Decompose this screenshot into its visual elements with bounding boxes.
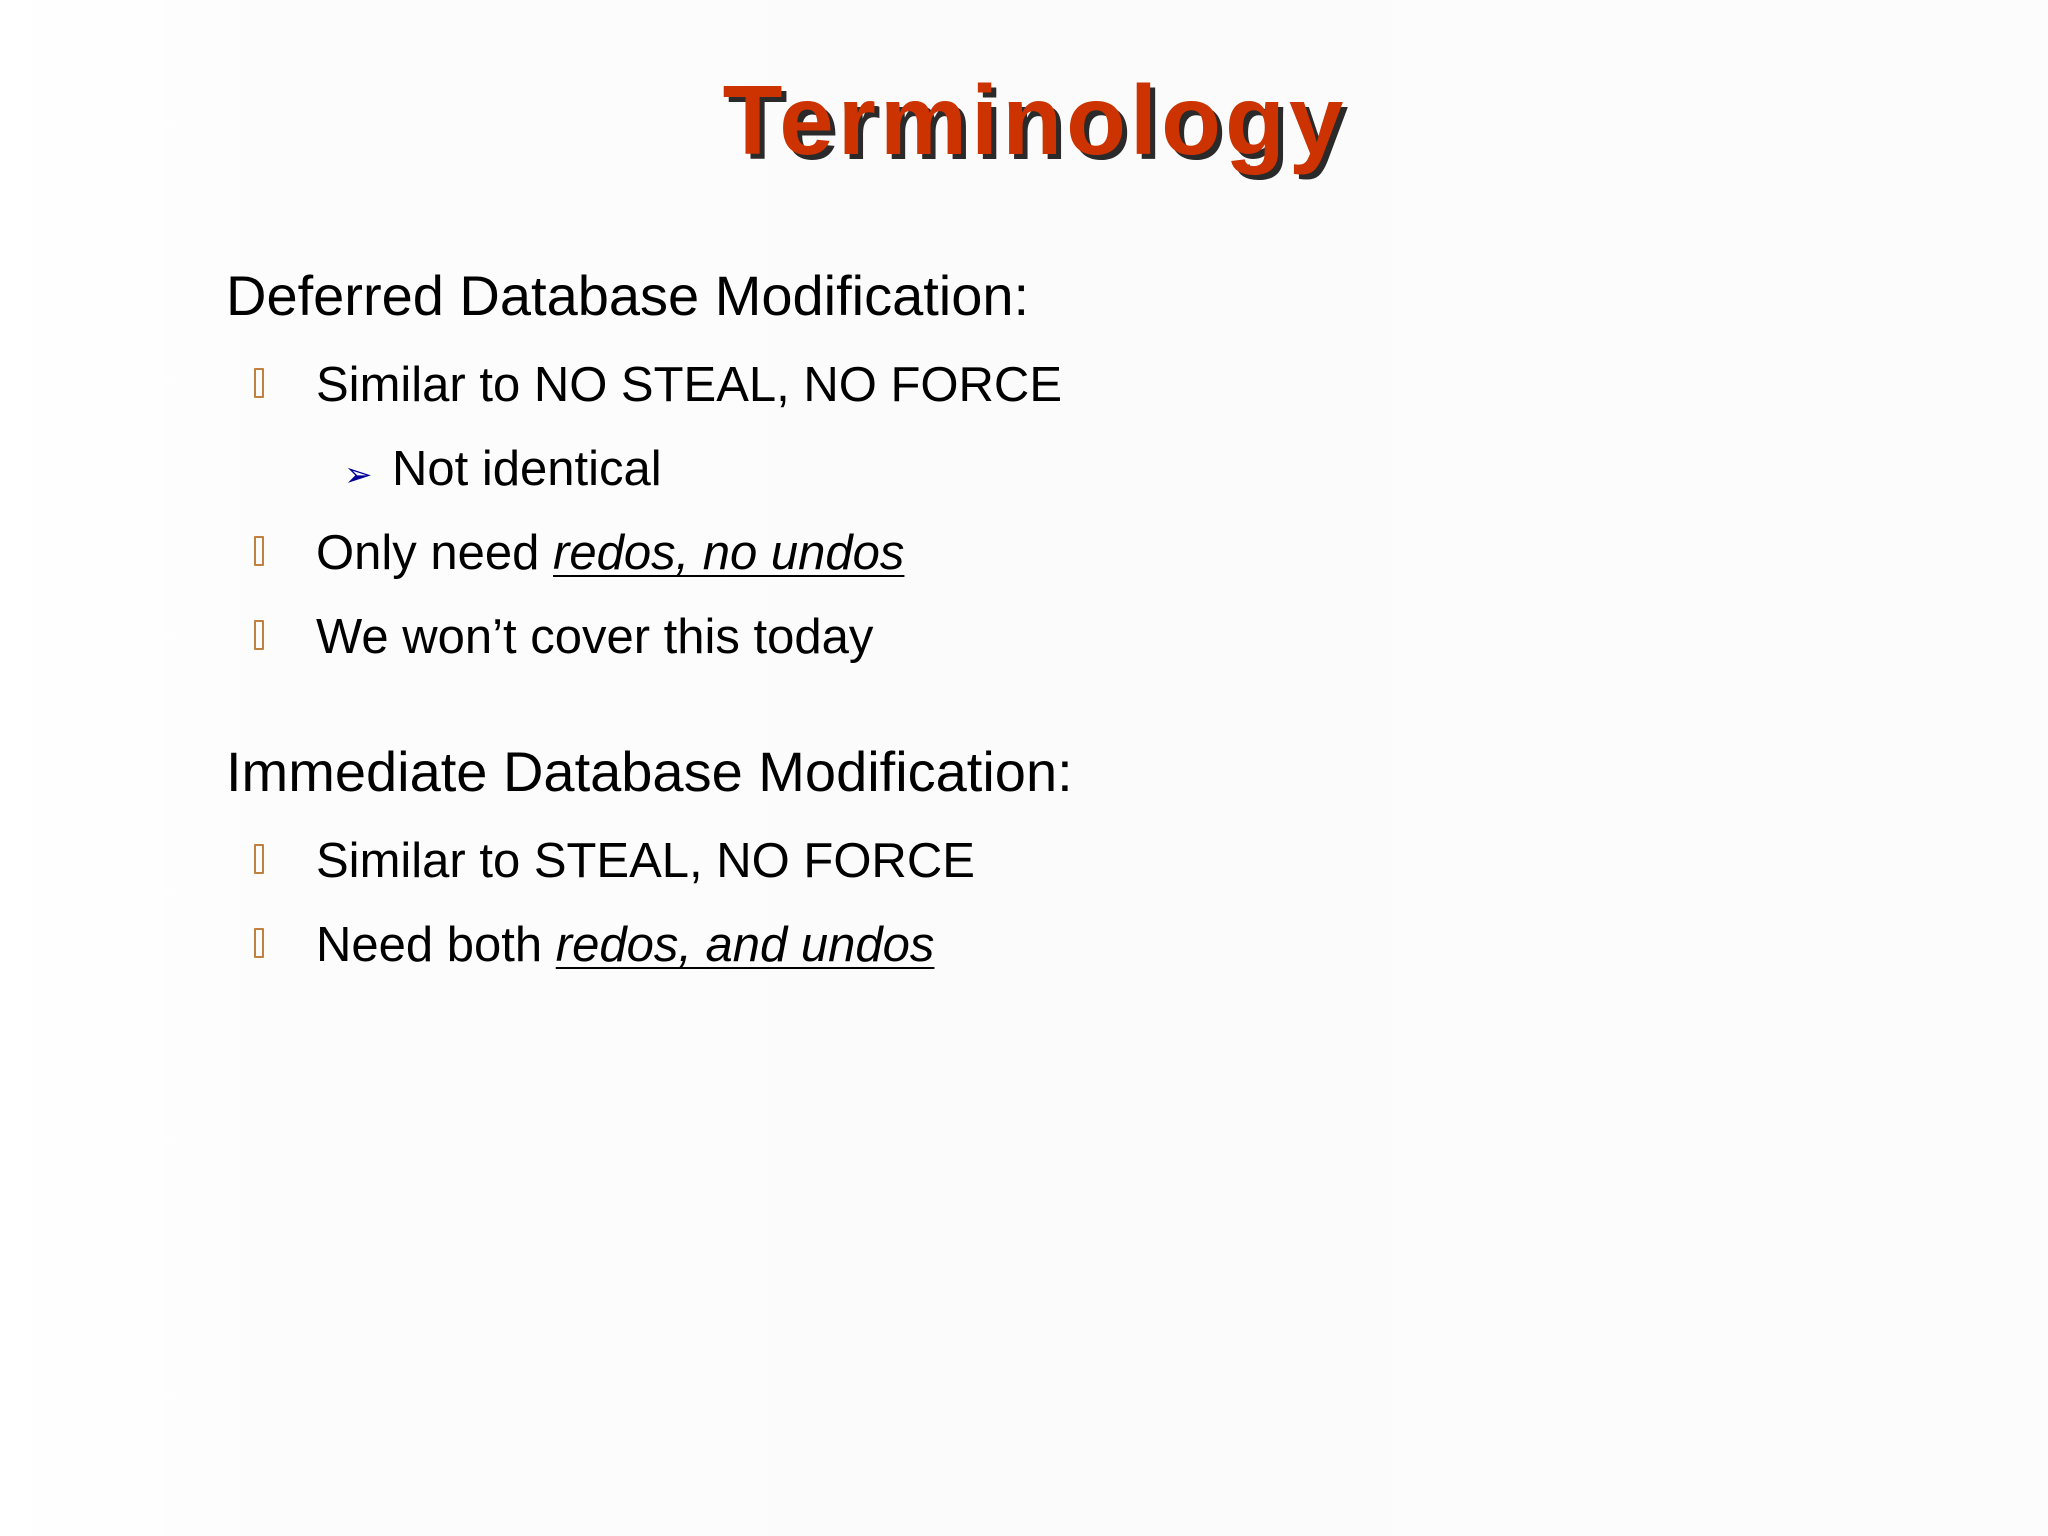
list-item [226,354,1826,416]
list-item-text: We won’t cover this today [316,610,874,664]
square-bullet-icon [254,928,264,958]
list-item-text-prefix: Only need [316,526,553,580]
arrow-bullet-icon: ➢ [344,456,373,494]
section-heading-deferred: Deferred Database Modification: [226,264,1030,327]
slide-title: Terminology [722,65,1348,175]
list-item-text: Similar to NO STEAL, NO FORCE [316,358,1063,412]
list-item [226,606,1826,668]
square-bullet-icon [254,844,264,874]
list-item [226,914,1826,976]
square-bullet-icon [254,620,264,650]
list-item-emphasis: redos, and undos [555,918,935,972]
square-bullet-icon [254,536,264,566]
square-bullet-icon [254,368,264,398]
slide-content [226,260,1826,976]
section-heading-immediate: Immediate Database Modification: [226,740,1073,803]
list-item-text: Similar to STEAL, NO FORCE [316,834,975,888]
list-item-text-prefix: Need both [316,918,556,972]
sub-list-item-text: Not identical [392,442,662,496]
list-item-emphasis: redos, no undos [553,526,905,580]
sub-list-item [226,438,1826,500]
list-item [226,522,1826,584]
list-item [226,830,1826,892]
